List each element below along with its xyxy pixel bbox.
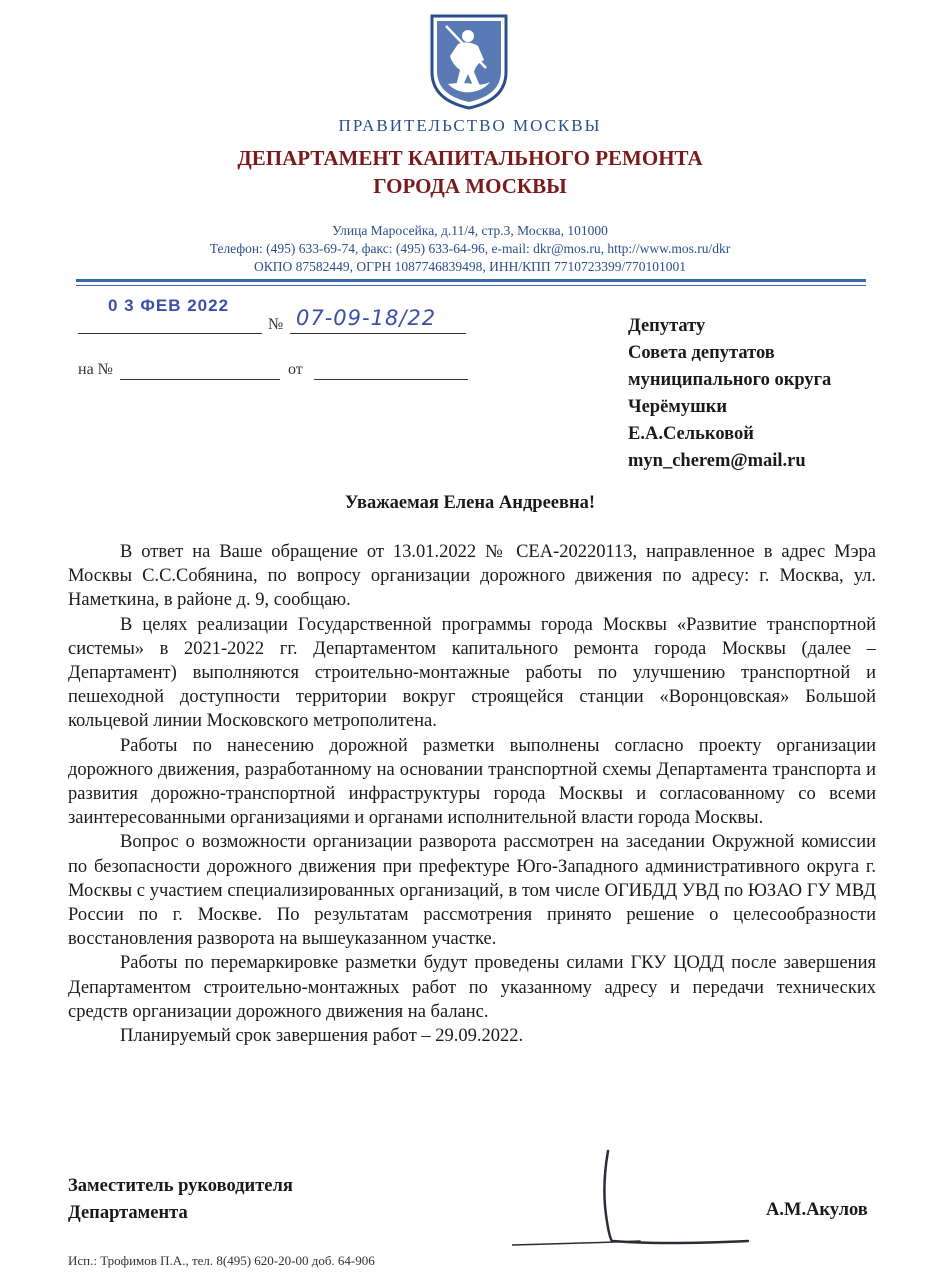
moscow-coat-of-arms-icon bbox=[428, 12, 510, 110]
recipient-line: муниципального округа bbox=[628, 370, 832, 390]
body-paragraph: Вопрос о возможности организации разворота рассмотрен на заседании Окружной комиссии по безопасности дорожного движения при префектуре Юго-Западного административного округа г. Москвы с участием специализированных организаций, в том числе ОГИБДД УВД по ЮЗАО ГУ МВД России по г. Москве. По результатам рассмотрения принято решение о целесообразности восстановления разворота на вышеуказанном участке. bbox=[68, 832, 876, 950]
handwritten-signature bbox=[512, 1145, 752, 1255]
reference-line bbox=[120, 379, 280, 380]
date-line bbox=[78, 333, 262, 334]
department-registry-codes: ОКПО 87582449, ОГРН 1087746839498, ИНН/КПП 7710723399/770101001 bbox=[254, 259, 686, 274]
signatory-title bbox=[68, 1173, 293, 1227]
department-title-line2: ГОРОДА МОСКВЫ bbox=[373, 174, 567, 198]
greeting: Уважаемая Елена Андреевна! bbox=[344, 493, 596, 513]
reference-label: на № bbox=[78, 361, 113, 378]
recipient-line: Депутату bbox=[628, 316, 706, 336]
body-paragraph: Планируемый срок завершения работ – 29.09.2022. bbox=[120, 1026, 524, 1047]
government-title: ПРАВИТЕЛЬСТВО МОСКВЫ bbox=[338, 116, 602, 135]
body-paragraph: Работы по перемаркировке разметки будут проведены силами ГКУ ЦОДД после завершения Департаментом строительно-монтажных работ по указанному адресу и передачи технических средств организации дорожного движения на баланс. bbox=[68, 953, 876, 1022]
header-divider bbox=[76, 279, 866, 282]
executor-note: Исп.: Трофимов П.А., тел. 8(495) 620-20-00 доб. 64-906 bbox=[68, 1253, 375, 1268]
recipient-line: Черёмушки bbox=[628, 397, 728, 417]
header-divider-thin bbox=[76, 285, 866, 286]
outgoing-number: 07-09-18/22 bbox=[296, 306, 437, 330]
body-paragraph: В ответ на Ваше обращение от 13.01.2022 № СЕА-20220113, направленное в адрес Мэра Москвы С.С.Собянина, по вопросу организации дорожного движения по адресу: г. Москва, ул. Наметкина, в районе д. 9, сообщаю. bbox=[68, 542, 876, 611]
number-line bbox=[290, 333, 466, 334]
recipient-line: Совета депутатов bbox=[628, 343, 775, 363]
signatory-title-line2: Департамента bbox=[68, 1203, 188, 1223]
department-title-line1: ДЕПАРТАМЕНТ КАПИТАЛЬНОГО РЕМОНТА bbox=[237, 146, 703, 170]
department-contacts: Телефон: (495) 633-69-74, факс: (495) 633-64-96, e-mail: dkr@mos.ru, http://www.mos.ru/dkr bbox=[209, 241, 731, 256]
body-paragraph: Работы по нанесению дорожной разметки выполнены согласно проекту организации дорожного движения, разработанному на основании транспортной схемы Департамента транспорта и развития дорожно-транспортной инфраструктуры города Москвы и согласованному со всеми заинтересованными организациями и органами исполнительной власти города Москвы. bbox=[68, 735, 876, 829]
signatory-title-line1: Заместитель руководителя bbox=[68, 1176, 293, 1196]
letter-body bbox=[68, 540, 876, 1048]
from-line bbox=[314, 379, 468, 380]
from-label: от bbox=[288, 361, 303, 378]
body-paragraph: В целях реализации Государственной программы города Москвы «Развитие транспортной системы» в 2021-2022 гг. Департаментом капитального ремонта города Москвы (далее – Департамент) выполняются строительно-монтажные работы по улучшению транспортной и пешеходной доступности территории вокруг строящейся станции «Воронцовская» Большой кольцевой линии Московского метрополитена. bbox=[68, 614, 876, 732]
signatory-name: А.М.Акулов bbox=[766, 1200, 868, 1220]
number-label: № bbox=[268, 316, 284, 333]
department-address: Улица Маросейка, д.11/4, стр.3, Москва, 101000 bbox=[332, 223, 608, 238]
recipient-line: Е.А.Сельковой bbox=[628, 424, 754, 444]
recipient-block bbox=[628, 313, 831, 475]
date-stamp: 0 3 ФЕВ 2022 bbox=[108, 296, 230, 315]
recipient-email: myn_cherem@mail.ru bbox=[628, 451, 806, 471]
